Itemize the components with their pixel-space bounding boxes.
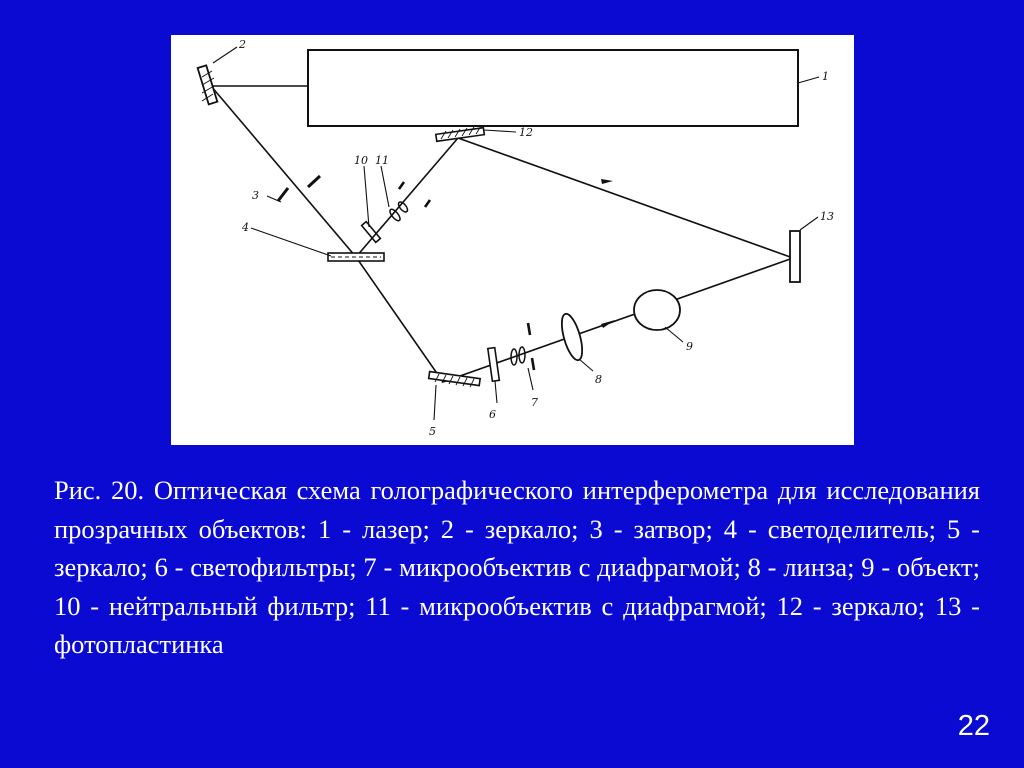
shutter-element <box>278 176 320 201</box>
slide-page-number: 22 <box>957 710 990 742</box>
label-object: 9 <box>686 340 693 353</box>
label-microobjective-top: 11 <box>375 154 389 167</box>
beam-splitter-element <box>328 253 384 261</box>
label-mirror-top: 2 <box>239 38 246 51</box>
label-neutral-filter: 10 <box>354 154 368 167</box>
optical-scheme-diagram <box>171 35 854 445</box>
label-microobjective-bottom: 7 <box>531 396 538 409</box>
label-beam-splitter: 4 <box>242 221 249 234</box>
label-laser: 1 <box>822 70 829 83</box>
beam-arrows <box>601 179 615 328</box>
figure-caption: Рис. 20. Оптическая схема голографического интерферометра для исследования прозрачных объектов: 1 - лазер; 2 - зеркало; 3 - затвор; 4 - светоделитель; 5 - зеркало; 6 - светофильтры; 7 - микрообъектив с диафрагмой; 8 - линза; 9 - объект; 10 - нейтральный фильтр; 11 - микрообъектив с диафрагмой; 12 - зеркало; 13 - фотопластинка <box>54 475 980 659</box>
label-shutter: 3 <box>252 189 259 202</box>
object-element <box>634 290 680 330</box>
label-mirror-right: 12 <box>519 126 533 139</box>
beam-to-splitter <box>211 86 356 257</box>
label-lens: 8 <box>595 373 602 386</box>
laser-tube <box>308 50 798 126</box>
beam-to-right-mirror <box>356 138 458 257</box>
light-filters-element <box>488 348 500 382</box>
mirror-bottom-element <box>429 372 480 387</box>
label-mirror-bottom: 5 <box>429 425 436 438</box>
label-photoplate: 13 <box>820 210 834 223</box>
microobjective-top-lens <box>388 208 402 223</box>
mirror-top-element <box>198 65 218 104</box>
label-light-filters: 6 <box>489 408 496 421</box>
optical-scheme-figure <box>171 35 854 445</box>
microobjective-bottom-element <box>511 323 534 370</box>
beam-to-bottom-mirror <box>356 257 443 382</box>
lens-element <box>558 312 587 363</box>
photoplate-element <box>790 231 800 282</box>
reference-beam <box>458 138 793 258</box>
neutral-filter-and-microobjective <box>362 182 430 242</box>
